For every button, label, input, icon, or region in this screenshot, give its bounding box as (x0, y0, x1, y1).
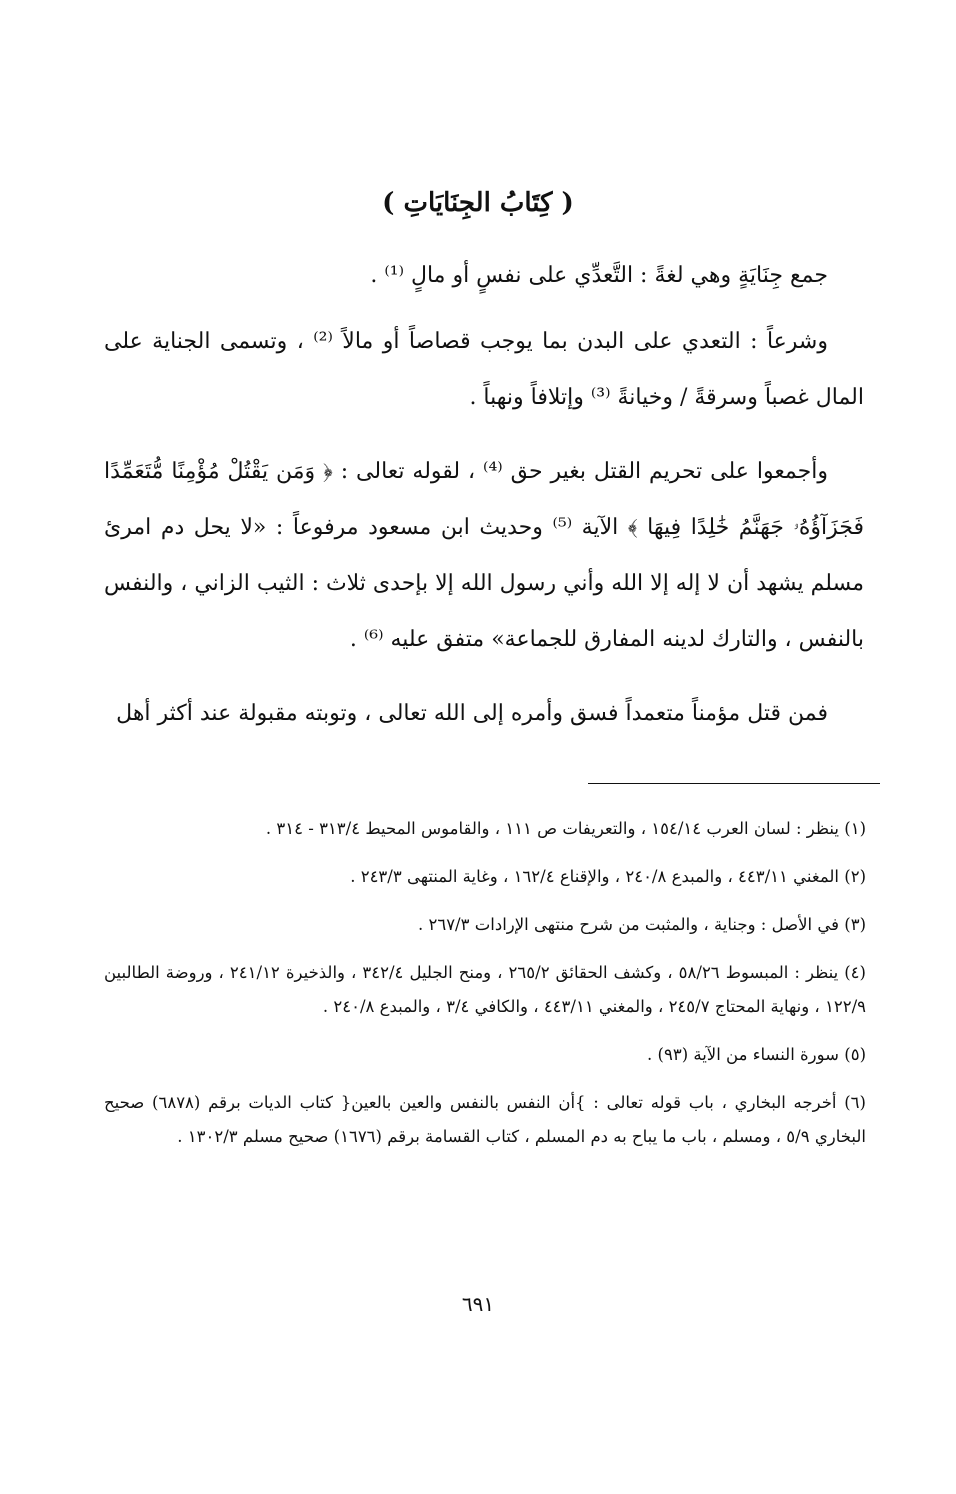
footnote-separator (588, 783, 880, 784)
footnotes (104, 812, 866, 1168)
footnote: (٥) سورة النساء من الآية (٩٣) . (647, 1045, 866, 1064)
page-number: ٦٩١ (461, 1292, 495, 1316)
paragraph: جمع جِنَايَةٍ وهي لغةً : التَّعدِّي على نفسٍ أو مالٍ ⁽¹⁾ . (370, 263, 828, 288)
footnote: (٤) ينظر : المبسوط ٥٨/٢٦ ، وكشف الحقائق ٢٦٥/٢ ، ومنح الجليل ٣٤٢/٤ ، والذخيرة ٢٤١/١٢ ، وروضة الطالبين ١٢٢/٩ ، ونهاية المحتاج ٢٤٥/٧ ، والمغني ٤٤٣/١١ ، والكافي ٣/٤ ، والمبدع ٢٤٠/٨ . (104, 963, 866, 1016)
footnote: (١) ينظر : لسان العرب ١٥٤/١٤ ، والتعريفات ص ١١١ ، والقاموس المحيط ٣١٣/٤ - ٣١٤ . (265, 819, 866, 838)
footnote: (٦) أخرجه البخاري ، باب قوله تعالى : }أن النفس بالنفس والعين بالعين{ كتاب الديات برقم (٦٨٧٨) صحيح البخاري ٥/٩ ، ومسلم ، باب ما يباح به دم المسلم ، كتاب القسامة برقم (١٦٧٦) صحيح مسلم ١٣٠٢/٣ . (104, 1093, 866, 1146)
paragraph: وشرعاً : التعدي على البدن بما يوجب قصاصاً أو مالاً ⁽²⁾ ، وتسمى الجناية على المال غصباً وسرقةً / وخيانةً ⁽³⁾ وإتلافاً ونهباً . (104, 329, 864, 410)
paragraph: وأجمعوا على تحريم القتل بغير حق ⁽⁴⁾ ، لقوله تعالى : ﴿ وَمَن يَقْتُلْ مُؤْمِنًا مُّتَعَمِّدًا فَجَزَآؤُهُۥ جَهَنَّمُ خَٰلِدًا فِيهَا ﴾ الآية ⁽⁵⁾ وحديث ابن مسعود مرفوعاً : «لا يحل دم امرئ مسلم يشهد أن لا إله إلا الله وأني رسول الله إلا بإحدى ثلاث : الثيب الزاني ، والنفس بالنفس ، والتارك لدينه المفارق للجماعة» متفق عليه ⁽⁶⁾ . (104, 459, 865, 652)
paragraph: فمن قتل مؤمناً متعمداً فسق وأمره إلى الله تعالى ، وتوبته مقبولة عند أكثر أهل (116, 701, 828, 726)
main-text (104, 248, 864, 760)
footnote: (٣) في الأصل : وجناية ، والمثبت من شرح منتهى الإرادات ٢٦٧/٣ . (417, 915, 866, 934)
footnote: (٢) المغني ٤٤٣/١١ ، والمبدع ٢٤٠/٨ ، والإقناع ١٦٢/٤ ، وغاية المنتهى ٢٤٣/٣ . (350, 867, 866, 886)
chapter-title: ( كِتَابُ الجِنَايَاتِ ) (382, 188, 574, 218)
